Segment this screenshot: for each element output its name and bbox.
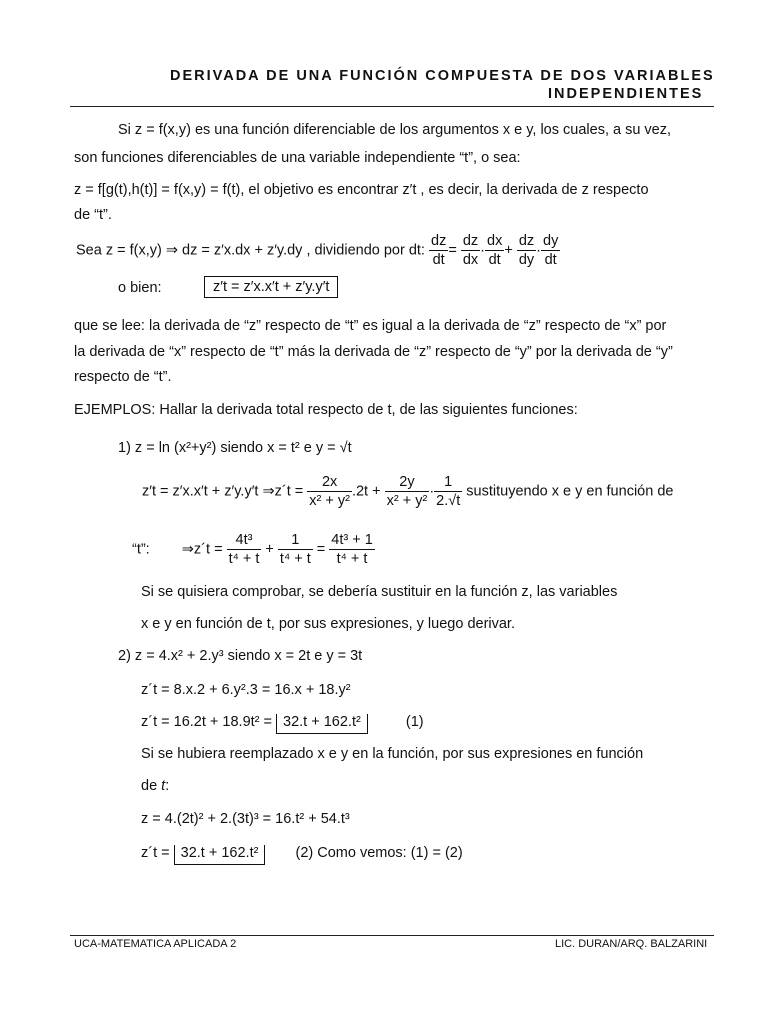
example-1-note-1: Si se quisiera comprobar, se debería sustituir en la función z, las variables bbox=[141, 584, 618, 600]
result-bracket-1: 32.t + 162.t² bbox=[276, 714, 368, 734]
frac-dx-dt: $\frac{dx}{dt}$ bbox=[487, 233, 503, 268]
example-2-step-3: z = 4.(2t)² + 2.(3t)³ = 16.t² + 54.t³ bbox=[141, 811, 350, 827]
footer-rule bbox=[70, 935, 714, 936]
mid-term: .2t + bbox=[351, 483, 381, 500]
equation-label-1: (1) bbox=[405, 714, 424, 730]
frac-dz-dx: $\frac{dz}{dx}$ bbox=[462, 233, 479, 268]
examples-heading: EJEMPLOS: Hallar la derivada total respecto de t, de las siguientes funciones: bbox=[74, 402, 578, 418]
reading-line-3: respecto de “t”. bbox=[74, 369, 172, 385]
reading-line-2: la derivada de “x” respecto de “t” más la derivada de “z” respecto de “y” por la derivada de “y” bbox=[74, 344, 673, 360]
example-1-note-2: x e y en función de t, por sus expresiones, y luego derivar. bbox=[141, 616, 515, 632]
example-2-note-1: Si se hubiera reemplazado x e y en la función, por sus expresiones en función bbox=[141, 746, 644, 762]
page-title: DERIVADA DE UNA FUNCIÓN COMPUESTA DE DOS VARIABLES bbox=[170, 68, 715, 84]
t-label: “t”: bbox=[132, 541, 150, 558]
sea-formula: Sea z = f(x,y) ⇒ dz = z′x.dx + z′y.dy bbox=[76, 242, 303, 259]
frac-1-over-t4t: $\frac{1}{\text{t⁴ + t}}$ bbox=[279, 532, 311, 567]
example-2-step-4: z´t = 32.t + 162.t² (2) Como vemos: (1) = (2) bbox=[141, 845, 463, 861]
objective-text: , el objetivo es encontrar z′t , es decir, la derivada de z respecto bbox=[240, 182, 649, 198]
result-bracket-2: 32.t + 162.t² bbox=[174, 845, 266, 865]
obien-label: o bien: bbox=[118, 280, 162, 296]
page-title-line2: INDEPENDIENTES bbox=[548, 86, 704, 102]
frac-dz-dy: $\frac{dz}{dy}$ bbox=[518, 233, 535, 268]
sea-line: Sea z = f(x,y) ⇒ dz = z′x.dx + z′y.dy , dividiendo por dt: $\frac{dz}{dt}$ = $\frac{dz}{dx}$ · $\frac{dx}{dt}$ + $\frac{dz}{dy}$ · $\frac{dy}{dt}$ bbox=[76, 233, 559, 268]
example-1-result: “t”: ⇒z´t = $\frac{\text{4t³}}{\text{t⁴ + t}}$ + $\frac{1}{\text{t⁴ + t}}$ = $\frac{\text{4t³ + 1}}{\text{t⁴ + t}}$ bbox=[132, 532, 373, 567]
intro-line-4: de “t”. bbox=[74, 207, 112, 223]
example-2-step-2: z´t = 16.2t + 18.9t² = 32.t + 162.t² (1) bbox=[141, 714, 424, 730]
reading-line-1: que se lee: la derivada de “z” respecto de “t” es igual a la derivada de “z” respecto de “x” por bbox=[74, 318, 667, 334]
frac-1-over-2sqrt: $\frac{1}{2.√t}$ bbox=[436, 474, 461, 509]
composite-formula: z = f[g(t),h(t)] = f(x,y) = f(t) bbox=[74, 182, 241, 198]
frac-2x: $\frac{2x}{\text{x² + y²}}$ bbox=[309, 474, 350, 509]
chain-formula: z′t = z′x.x′t + z′y.y′t ⇒z´t = bbox=[142, 483, 304, 500]
frac-dy-dt: $\frac{dy}{dt}$ bbox=[543, 233, 559, 268]
chain-rule-box: z′t = z′x.x′t + z′y.y′t bbox=[204, 276, 338, 298]
intro-line-1: Si z = f(x,y) es una función diferenciable de los argumentos x e y, los cuales, a su vez, bbox=[118, 122, 672, 138]
frac-result: $\frac{\text{4t³ + 1}}{\text{t⁴ + t}}$ bbox=[331, 532, 373, 567]
example-2-step-1: z´t = 8.x.2 + 6.y².3 = 16.x + 18.y² bbox=[141, 682, 351, 698]
footer-right: LIC. DURAN/ARQ. BALZARINI bbox=[555, 938, 708, 950]
example-1-chain: z′t = z′x.x′t + z′y.y′t ⇒z´t = $\frac{2x}{\text{x² + y²}}$ .2t + $\frac{2y}{\text{x² + y²}}$ · $\frac{1}{2.√t}$ sustituyendo x e y en función de bbox=[142, 474, 674, 509]
frac-4t3: $\frac{\text{4t³}}{\text{t⁴ + t}}$ bbox=[228, 532, 260, 567]
conclusion-text: (2) Como vemos: (1) = (2) bbox=[295, 845, 463, 861]
intro-line-2: son funciones diferenciables de una variable independiente “t”, o sea: bbox=[74, 150, 521, 166]
example-1-statement: 1) z = ln (x²+y²) siendo x = t² e y = √t bbox=[118, 440, 352, 456]
example-2-note-2: de t: bbox=[141, 778, 170, 794]
implies-z: ⇒z´t = bbox=[181, 541, 223, 558]
substitution-text: sustituyendo x e y en función de bbox=[466, 483, 674, 500]
header-rule bbox=[70, 106, 714, 107]
intro-formula-line bbox=[74, 182, 649, 198]
frac-2y: $\frac{2y}{\text{x² + y²}}$ bbox=[386, 474, 428, 509]
dividing-text: , dividiendo por dt: bbox=[306, 242, 425, 259]
frac-dz-dt: $\frac{dz}{dt}$ bbox=[431, 233, 447, 268]
footer-left: UCA-MATEMATICA APLICADA 2 bbox=[74, 938, 237, 950]
example-2-statement: 2) z = 4.x² + 2.y³ siendo x = 2t e y = 3t bbox=[118, 648, 363, 664]
